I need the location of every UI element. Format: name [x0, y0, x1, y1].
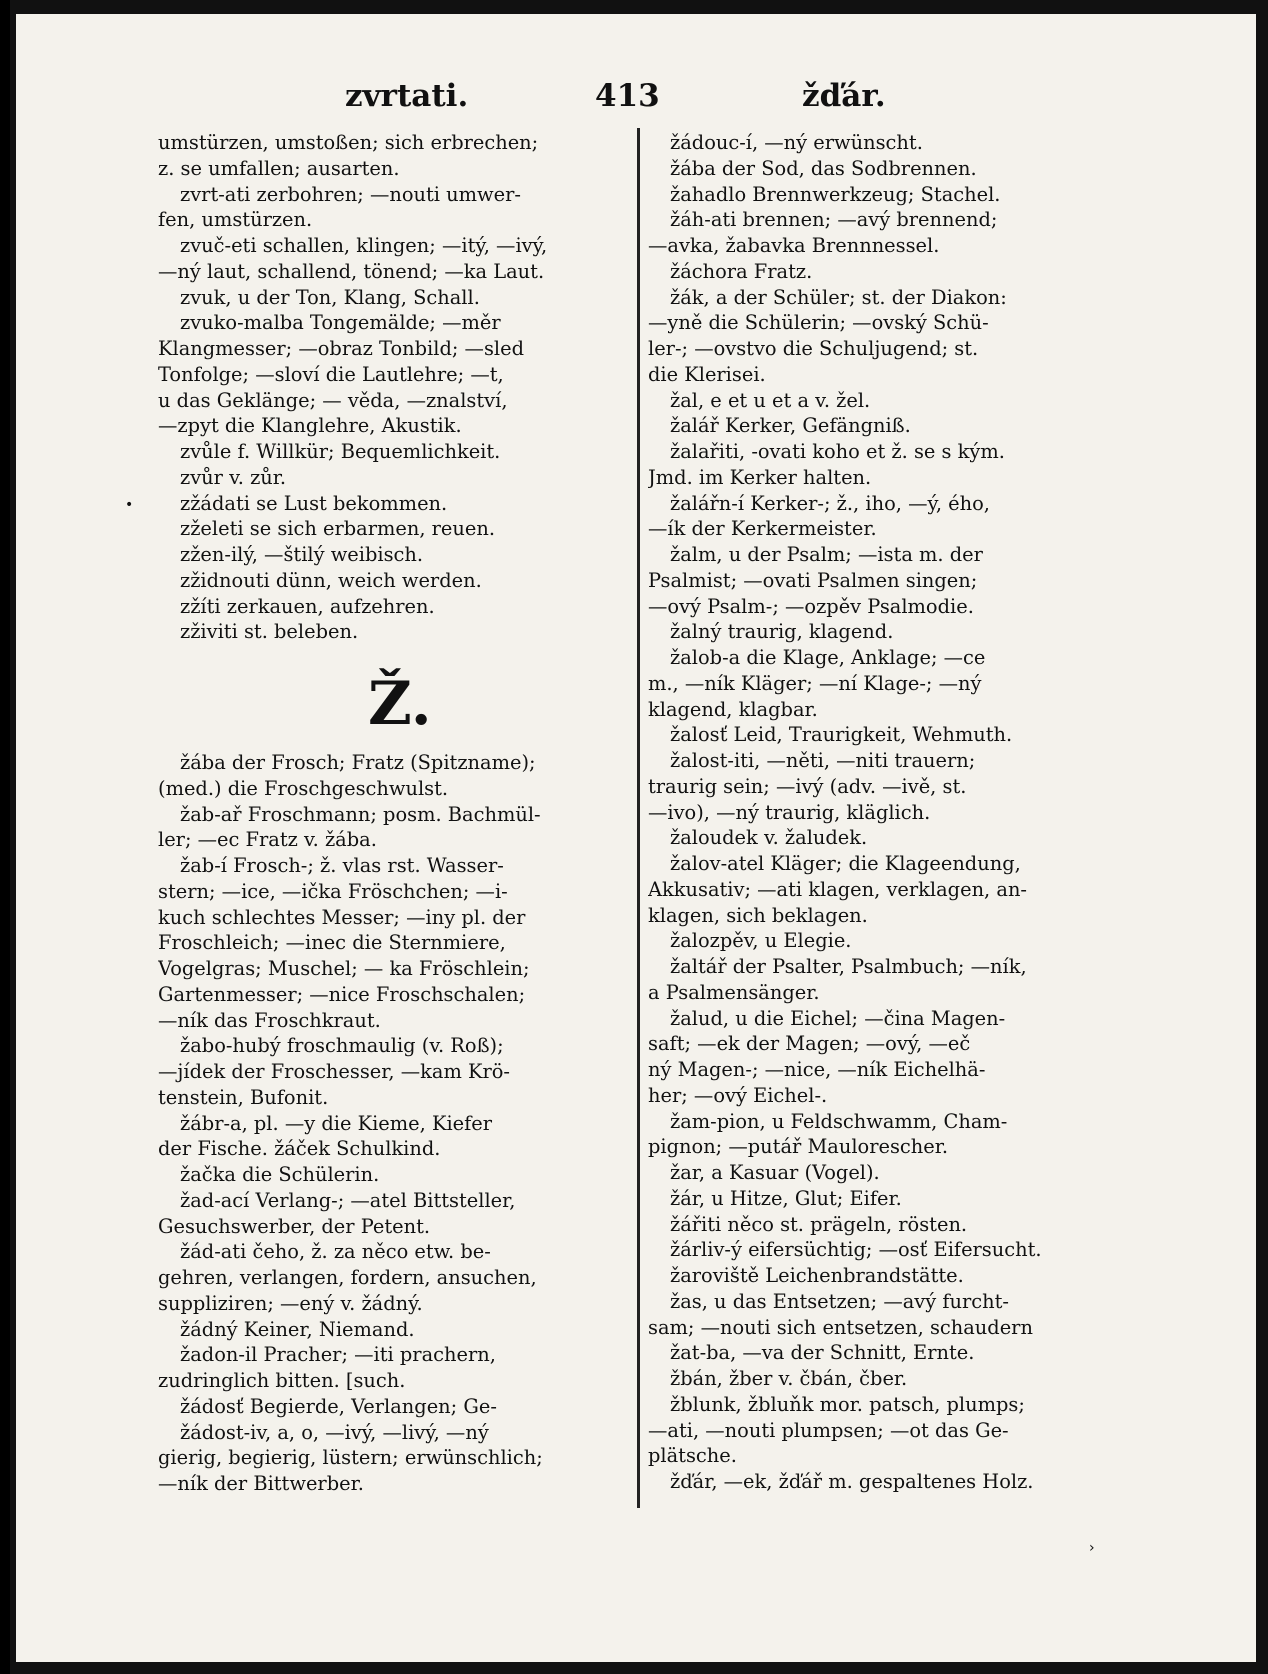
entry-line: žalný traurig, klagend.	[670, 620, 894, 644]
entry-line: —yně die Schülerin; —ovský Schü-	[648, 311, 989, 335]
entry-line: žďár, —ek, žďář m. gespaltenes Holz.	[670, 1470, 1034, 1493]
entry-line: zžen-ilý, —štilý weibisch.	[180, 543, 424, 566]
entry-line: žaroviště Leichenbrandstätte.	[670, 1264, 964, 1287]
header-right-catchword: žďár.	[802, 78, 886, 114]
entry-line: žat-ba, —va der Schnitt, Ernte.	[670, 1341, 975, 1365]
entry-line: žářiti něco st. prägeln, rösten.	[670, 1212, 968, 1236]
entry-line: ný Magen-; —nice, —ník Eichelhä-	[648, 1058, 986, 1081]
entry-line: Gartenmesser; —nice Froschschalen;	[158, 982, 526, 1006]
entry-line: u das Geklänge; — věda, —znalství,	[158, 388, 508, 412]
entry-line: suppliziren; —ený v. žádný.	[158, 1291, 423, 1315]
entry-line: žalosť Leid, Traurigkeit, Wehmuth.	[670, 723, 1013, 747]
entry-line: zvuko-malba Tongemälde; —měr	[180, 311, 501, 335]
entry-line: zvůle f. Willkür; Bequemlichkeit.	[180, 440, 501, 463]
entry-line: žaltář der Psalter, Psalmbuch; —ník,	[670, 955, 1027, 978]
page-mark: ›	[1089, 1540, 1095, 1556]
entry-line: zvůr v. zůr.	[180, 465, 287, 489]
entry-line: žárliv-ý eifersüchtig; —osť Eifersucht.	[670, 1238, 1042, 1262]
entry-line: zživiti st. beleben.	[180, 620, 359, 644]
entry-line: (med.) die Froschgeschwulst.	[158, 776, 449, 800]
entry-line: her; —ový Eichel-.	[648, 1083, 828, 1107]
entry-line: žalozpěv, u Elegie.	[670, 929, 852, 953]
section-letter: Ž.	[368, 669, 432, 739]
entry-line: žal, e et u et a v. žel.	[670, 388, 871, 412]
header-left-catchword: zvrtati.	[345, 78, 469, 114]
entry-line: zželeti se sich erbarmen, reuen.	[180, 517, 496, 541]
entry-line: —ný laut, schallend, tönend; —ka Laut.	[158, 259, 545, 283]
entry-line: saft; —ek der Magen; —ový, —eč	[648, 1032, 971, 1056]
entry-line: sam; —nouti sich entsetzen, schaudern	[648, 1315, 1033, 1339]
entry-line: Froschleich; —inec die Sternmiere,	[158, 931, 506, 955]
entry-line: žalář Kerker, Gefängniß.	[670, 414, 911, 438]
entry-line: ler; —ec Fratz v. žába.	[158, 828, 377, 852]
entry-line: žblunk, žbluňk mor. patsch, plumps;	[670, 1392, 1025, 1416]
entry-line: umstürzen, umstoßen; sich erbrechen;	[158, 131, 539, 154]
entry-line: tenstein, Bufonit.	[158, 1085, 329, 1109]
entry-line: žaloudek v. žaludek.	[670, 826, 868, 850]
entry-line: gehren, verlangen, fordern, ansuchen,	[158, 1266, 537, 1289]
entry-line: žádosť Begierde, Verlangen; Ge-	[180, 1394, 497, 1418]
entry-line: zžádati se Lust bekommen.	[180, 491, 448, 515]
page-header	[0, 78, 1268, 128]
entry-line: žáh-ati brennen; —avý brennend;	[670, 208, 998, 232]
column-divider	[637, 128, 640, 1508]
entry-line: žam-pion, u Feldschwamm, Cham-	[670, 1109, 1008, 1133]
entry-line: —ati, —nouti plumpsen; —ot das Ge-	[648, 1418, 1009, 1442]
entry-line: —ník das Froschkraut.	[158, 1008, 381, 1032]
entry-line: žalud, u die Eichel; —čina Magen-	[670, 1006, 1006, 1030]
entry-line: z. se umfallen; ausarten.	[158, 156, 400, 180]
entry-line: Vogelgras; Muschel; — ka Fröschlein;	[158, 957, 530, 980]
entry-line: žabo-hubý froschmaulig (v. Roß);	[180, 1034, 504, 1058]
entry-line: žar, a Kasuar (Vogel).	[670, 1161, 880, 1184]
entry-line: zvuk, u der Ton, Klang, Schall.	[180, 285, 480, 309]
entry-line: zvuč-eti schallen, klingen; —itý, —ivý,	[180, 234, 548, 257]
entry-line: klagen, sich beklagen.	[648, 903, 868, 927]
entry-line: —ový Psalm-; —ozpěv Psalmodie.	[648, 594, 974, 618]
page-number: 413	[595, 78, 660, 114]
entry-line: stern; —ice, —ička Fröschchen; —i-	[158, 879, 508, 903]
entry-line: žačka die Schülerin.	[180, 1163, 380, 1186]
entry-line: žába der Frosch; Fratz (Spitzname);	[180, 751, 536, 774]
entry-line: m., —ník Kläger; —ní Klage-; —ný	[648, 671, 982, 695]
left-column-lower	[158, 750, 632, 1497]
entry-line: žár, u Hitze, Glut; Eifer.	[670, 1186, 902, 1210]
entry-line: žas, u das Entsetzen; —avý furcht-	[670, 1289, 1009, 1313]
left-column	[158, 130, 632, 645]
entry-line: zžidnouti dünn, weich werden.	[180, 568, 482, 592]
entry-line: Klangmesser; —obraz Tonbild; —sled	[158, 337, 524, 360]
entry-line: žába der Sod, das Sodbrennen.	[670, 156, 977, 180]
entry-line: Psalmist; —ovati Psalmen singen;	[648, 568, 978, 592]
entry-line: žalm, u der Psalm; —ista m. der	[670, 543, 983, 566]
entry-line: žbán, žber v. čbán, čber.	[670, 1367, 908, 1390]
entry-line: žab-í Frosch-; ž. vlas rst. Wasser-	[180, 854, 504, 877]
entry-line: žahadlo Brennwerkzeug; Stachel.	[670, 182, 1001, 206]
entry-line: —jídek der Froschesser, —kam Krö-	[158, 1060, 510, 1083]
margin-dot: •	[125, 497, 134, 513]
entry-line: ler-; —ovstvo die Schuljugend; st.	[648, 337, 979, 360]
entry-line: plätsche.	[648, 1444, 737, 1468]
entry-line: klagend, klagbar.	[648, 697, 818, 721]
entry-line: a Psalmensänger.	[648, 980, 820, 1004]
entry-line: —avka, žabavka Brennnessel.	[648, 234, 940, 257]
entry-line: kuch schlechtes Messer; —iny pl. der	[158, 905, 526, 929]
entry-line: žadon-il Pracher; —iti prachern,	[180, 1343, 496, 1367]
entry-line: —zpyt die Klanglehre, Akustik.	[158, 414, 462, 438]
entry-line: žák, a der Schüler; st. der Diakon:	[670, 285, 1007, 309]
entry-line: žalařiti, -ovati koho et ž. se s kým.	[670, 440, 1005, 463]
entry-line: fen, umstürzen.	[158, 208, 313, 232]
entry-line: Gesuchswerber, der Petent.	[158, 1214, 431, 1238]
entry-line: die Klerisei.	[648, 362, 766, 386]
entry-line: —ivo), —ný traurig, kläglich.	[648, 800, 931, 824]
entry-line: žábr-a, pl. —y die Kieme, Kiefer	[180, 1111, 493, 1135]
entry-line: zudringlich bitten. [such.	[158, 1369, 406, 1392]
entry-line: žalost-iti, —něti, —niti trauern;	[670, 749, 976, 772]
entry-line: žád-ati čeho, ž. za něco etw. be-	[180, 1240, 491, 1264]
entry-line: gierig, begierig, lüstern; erwünschlich;	[158, 1446, 543, 1470]
entry-line: zžíti zerkauen, aufzehren.	[180, 594, 435, 618]
entry-line: žádost-iv, a, o, —ivý, —livý, —ný	[180, 1420, 489, 1444]
entry-line: žalov-atel Kläger; die Klageendung,	[670, 852, 1021, 875]
entry-line: žab-ař Froschmann; posm. Bachmül-	[180, 802, 541, 826]
entry-line: pignon; —putář Maulorescher.	[648, 1135, 949, 1159]
entry-line: žalářn-í Kerker-; ž., iho, —ý, ého,	[670, 491, 990, 515]
entry-line: —ík der Kerkermeister.	[648, 517, 877, 541]
entry-line: žad-ací Verlang-; —atel Bittsteller,	[180, 1188, 516, 1212]
entry-line: der Fische. žáček Schulkind.	[158, 1137, 441, 1161]
entry-line: Jmd. im Kerker halten.	[648, 465, 872, 489]
entry-line: —ník der Bittwerber.	[158, 1472, 364, 1495]
entry-line: žalob-a die Klage, Anklage; —ce	[670, 646, 986, 669]
entry-line: zvrt-ati zerbohren; —nouti umwer-	[180, 182, 521, 206]
entry-line: Tonfolge; —sloví die Lautlehre; —t,	[158, 362, 504, 386]
page-edge	[0, 0, 10, 1674]
entry-line: žádný Keiner, Niemand.	[180, 1317, 415, 1341]
entry-line: traurig sein; —ivý (adv. —ivě, st.	[648, 774, 967, 798]
right-column	[648, 130, 1118, 1495]
entry-line: žáchora Fratz.	[670, 259, 813, 283]
entry-line: žádouc-í, —ný erwünscht.	[670, 131, 923, 154]
entry-line: Akkusativ; —ati klagen, verklagen, an-	[648, 877, 1027, 901]
